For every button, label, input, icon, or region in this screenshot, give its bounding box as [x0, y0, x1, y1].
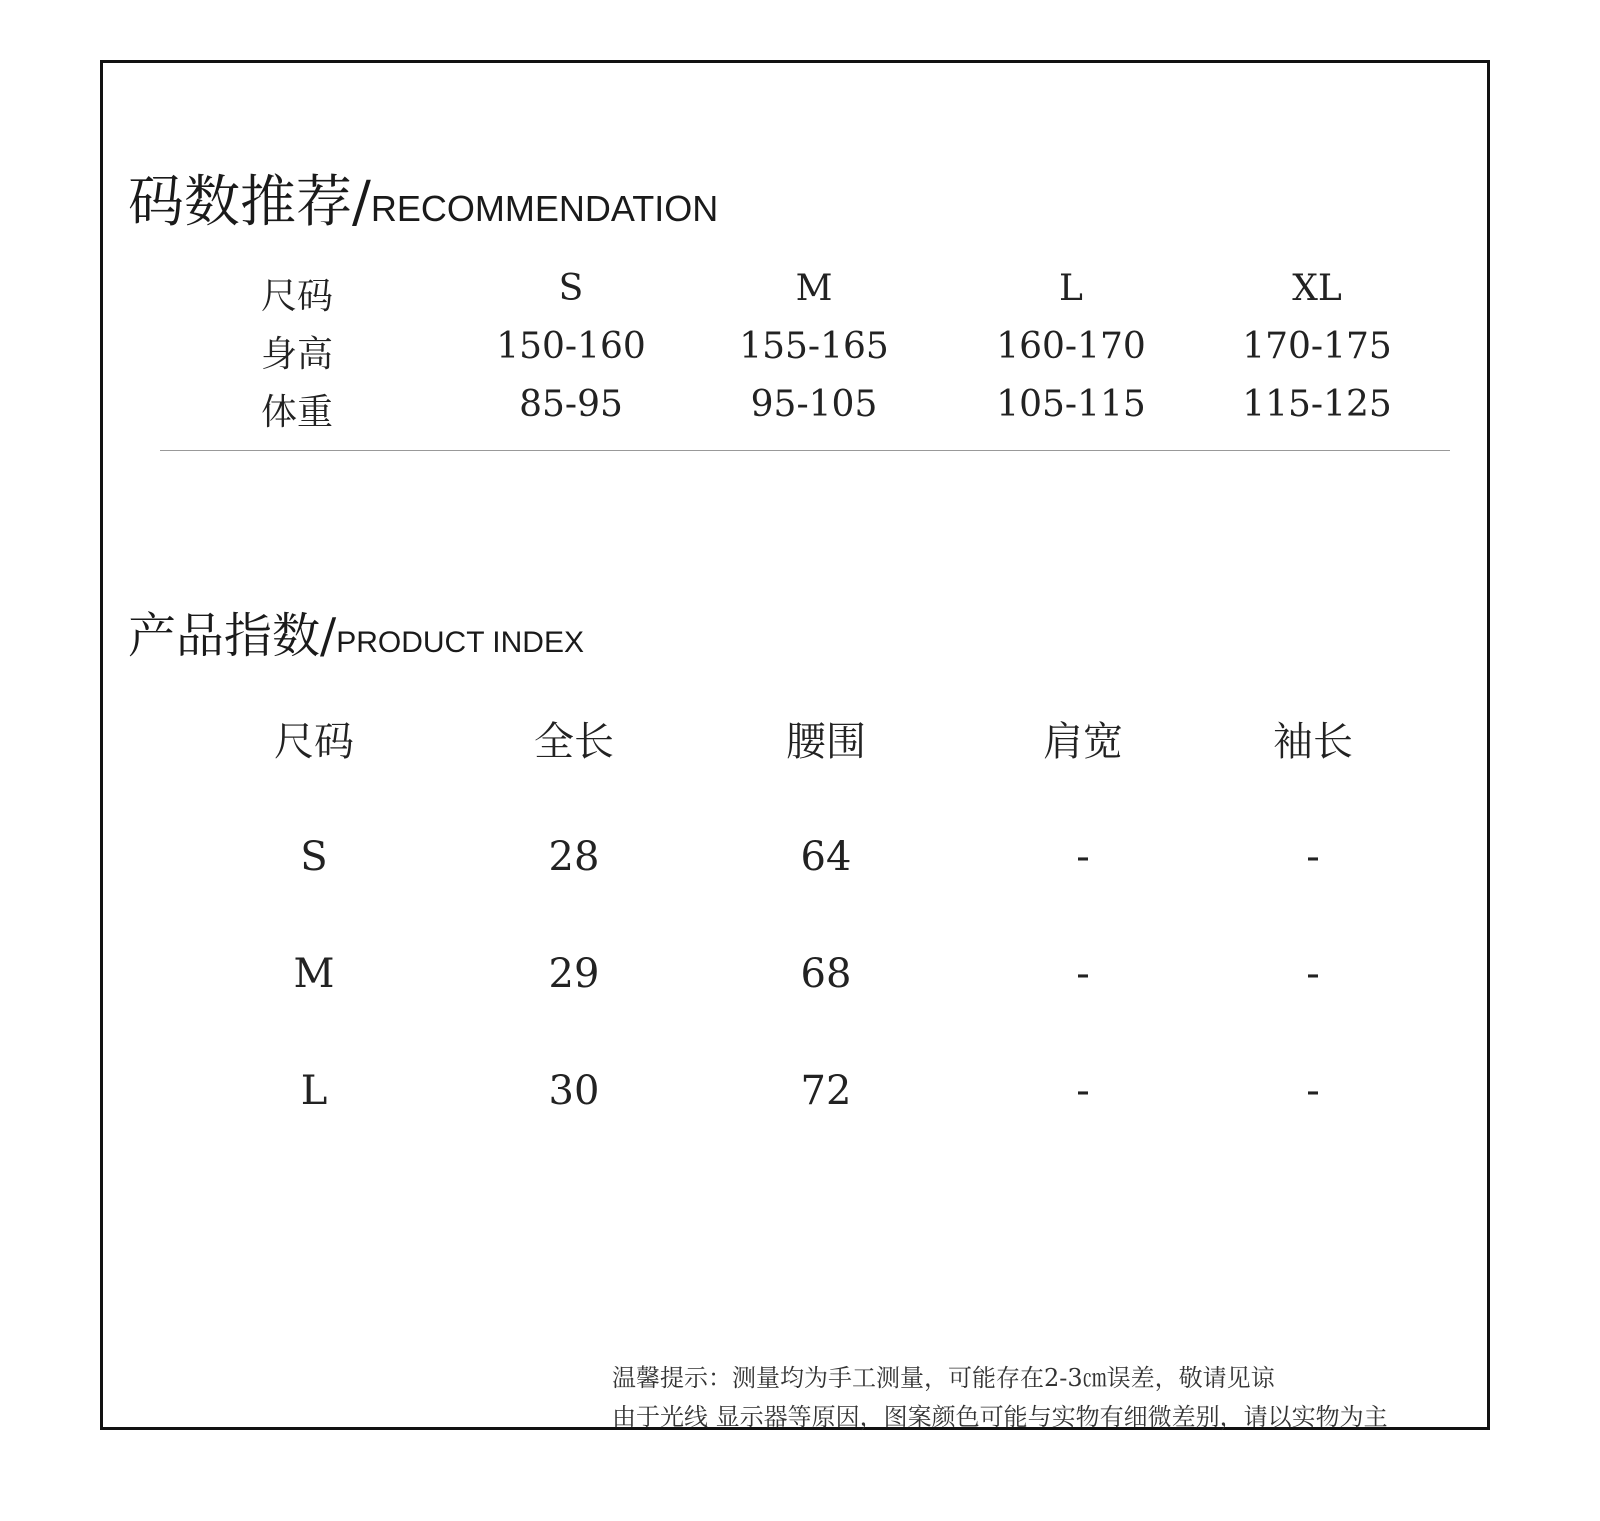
rec-cell: 115-125 — [1242, 384, 1392, 425]
index-cell: 72 — [800, 1068, 852, 1114]
rec-cell: 155-165 — [739, 326, 889, 367]
index-cell: 68 — [800, 951, 852, 997]
rec-cell: 170-175 — [1242, 326, 1392, 367]
index-cell: 29 — [548, 951, 600, 997]
index-cell: 28 — [548, 834, 600, 880]
index-cell: - — [1076, 951, 1090, 997]
note-line-2: 由于光线 显示器等原因，图案颜色可能与实物有细微差别，请以实物为主 — [612, 1403, 1388, 1431]
index-row-size: M — [293, 951, 335, 997]
rec-row-label: 身高 — [260, 334, 334, 375]
index-header: 肩宽 — [1043, 719, 1123, 765]
note-line-1: 温馨提示：测量均为手工测量，可能存在2-3㎝误差，敬请见谅 — [612, 1364, 1275, 1392]
rec-row-label: 尺码 — [260, 276, 334, 317]
index-cell: - — [1306, 951, 1320, 997]
recommendation-title: 码数推荐/RECOMMENDATION — [128, 170, 719, 235]
product-index-title: 产品指数/PRODUCT INDEX — [128, 608, 584, 664]
index-header: 袖长 — [1273, 719, 1353, 765]
rec-cell: S — [558, 268, 584, 309]
rec-cell: XL — [1292, 268, 1342, 309]
rec-cell: 105-115 — [996, 384, 1146, 425]
rec-cell: 95-105 — [750, 384, 878, 425]
index-cell: - — [1306, 834, 1320, 880]
index-header: 腰围 — [786, 719, 866, 765]
rec-cell: 160-170 — [996, 326, 1146, 367]
index-header: 尺码 — [274, 719, 354, 765]
index-row-size: L — [300, 1068, 328, 1114]
index-cell: - — [1306, 1068, 1320, 1114]
rec-cell: 150-160 — [496, 326, 646, 367]
index-cell: 30 — [548, 1068, 600, 1114]
section-divider — [160, 450, 1450, 451]
rec-cell: L — [1059, 268, 1083, 309]
index-cell: - — [1076, 834, 1090, 880]
index-cell: 64 — [800, 834, 852, 880]
rec-cell: 85-95 — [519, 384, 623, 425]
rec-cell: M — [795, 268, 833, 309]
index-header: 全长 — [534, 719, 614, 765]
rec-row-label: 体重 — [260, 392, 334, 433]
index-cell: - — [1076, 1068, 1090, 1114]
index-row-size: S — [300, 834, 328, 880]
